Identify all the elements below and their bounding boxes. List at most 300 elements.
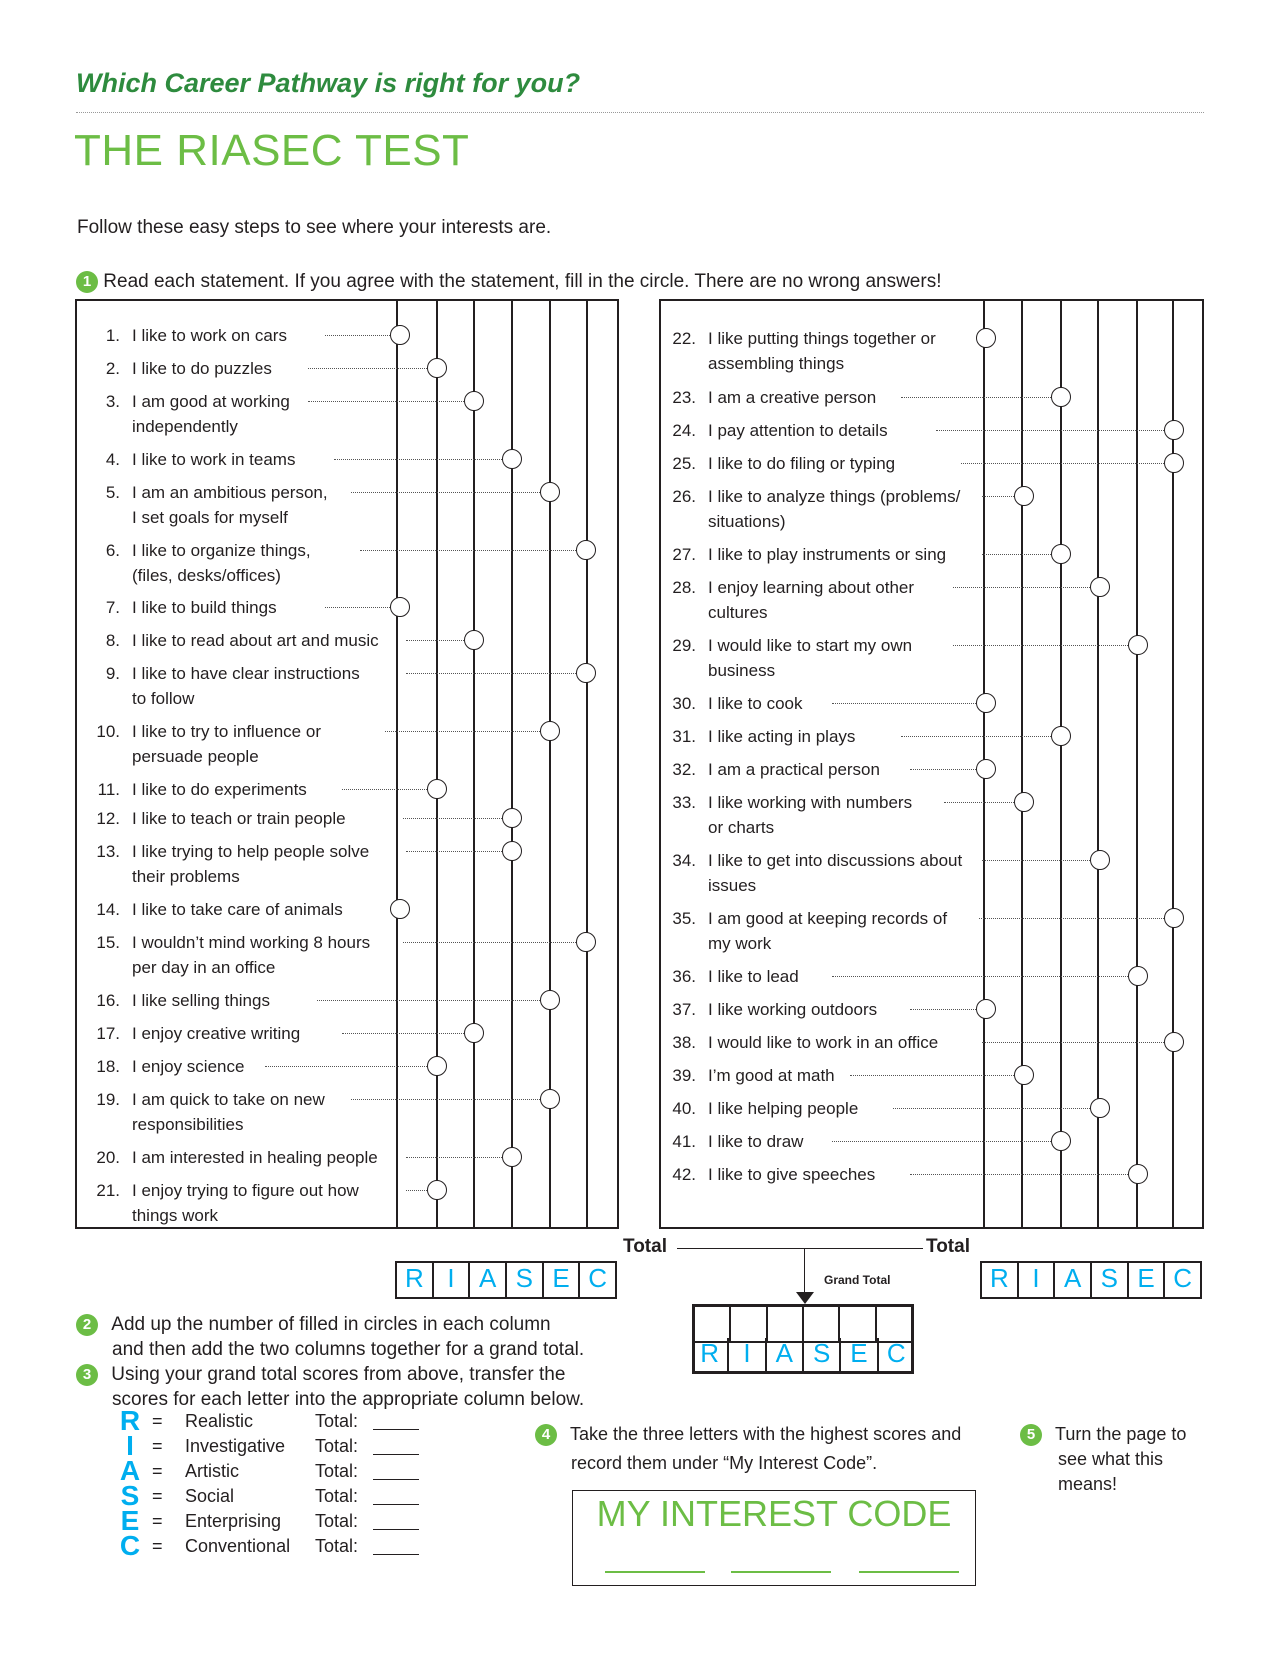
question-number: 28. <box>672 578 696 597</box>
step-4-text-line-2: record them under “My Interest Code”. <box>571 1453 878 1473</box>
answer-circle[interactable] <box>976 328 996 348</box>
leader-line <box>308 368 427 369</box>
question-number: 10. <box>96 722 120 741</box>
question-text: I like putting things together or <box>708 329 936 348</box>
question-number: 8. <box>105 631 120 650</box>
question-text: I like to build things <box>132 598 277 617</box>
answer-circle[interactable] <box>1014 792 1034 812</box>
leader-line <box>351 492 540 493</box>
answer-circle[interactable] <box>390 325 410 345</box>
question-row <box>662 326 972 376</box>
grand-total-cell[interactable] <box>802 1307 838 1341</box>
leader-line <box>901 397 1051 398</box>
question-text-line-2: (files, desks/offices) <box>132 566 281 585</box>
answer-circle[interactable] <box>540 1089 560 1109</box>
question-text: I like to do puzzles <box>132 359 272 378</box>
question-text: I like to try to influence or <box>132 722 321 741</box>
leader-line <box>406 1190 427 1191</box>
question-number: 21. <box>96 1181 120 1200</box>
leader-line <box>910 1174 1128 1175</box>
leader-line <box>936 430 1164 431</box>
leader-line <box>403 942 576 943</box>
answer-circle[interactable] <box>1090 1098 1110 1118</box>
leader-line <box>360 550 576 551</box>
legend-equals: = <box>152 1486 163 1506</box>
step-2 <box>76 1312 584 1362</box>
question-text: I’m good at math <box>708 1066 835 1085</box>
leader-line <box>832 1141 1051 1142</box>
page-title: THE RIASEC TEST <box>74 126 470 175</box>
leader-line <box>953 645 1128 646</box>
question-number: 14. <box>96 900 120 919</box>
step-5-text-line-3: means! <box>1058 1474 1118 1494</box>
answer-circle[interactable] <box>976 999 996 1019</box>
question-number: 26. <box>672 487 696 506</box>
legend-letter: C <box>119 1530 141 1561</box>
column-divider <box>436 300 438 1228</box>
question-text: I like to take care of animals <box>132 900 343 919</box>
grand-total-label: Grand Total <box>824 1273 891 1287</box>
intro-text: Follow these easy steps to see where your interests are. <box>77 217 552 238</box>
question-number: 22. <box>672 329 696 348</box>
question-text: I wouldn’t mind working 8 hours <box>132 933 371 952</box>
question-text: I like to get into discussions about <box>708 851 963 870</box>
question-text: I like to give speeches <box>708 1165 876 1184</box>
question-text-line-2: situations) <box>708 512 786 531</box>
legend-name: Artistic <box>185 1461 239 1481</box>
question-text: I would like to start my own <box>708 636 913 655</box>
leader-line <box>982 554 1051 555</box>
column-divider <box>1097 300 1099 1228</box>
question-row <box>86 538 386 588</box>
question-text: I like to organize things, <box>132 541 311 560</box>
question-number: 42. <box>672 1165 696 1184</box>
question-text-line-2: business <box>708 661 776 680</box>
question-row <box>86 389 386 439</box>
answer-circle[interactable] <box>576 663 596 683</box>
grand-total-letters <box>692 1338 914 1374</box>
leader-line <box>317 1000 540 1001</box>
grand-total-cell[interactable] <box>838 1307 874 1341</box>
legend-name: Realistic <box>185 1411 254 1431</box>
question-text: I like to work in teams <box>132 450 296 469</box>
legend-total-label: Total: <box>315 1411 359 1431</box>
question-row <box>662 633 972 683</box>
right-column-letters <box>980 1261 1202 1299</box>
question-text: I like selling things <box>132 991 270 1010</box>
question-text: I like to read about art and music <box>132 631 379 650</box>
leader-line <box>953 587 1090 588</box>
leader-line <box>351 1099 540 1100</box>
legend-total-blank[interactable] <box>373 1429 419 1430</box>
leader-line <box>406 640 464 641</box>
question-text: I like to do experiments <box>132 780 307 799</box>
column-divider <box>586 300 588 1228</box>
legend-total-label: Total: <box>315 1486 359 1506</box>
step-3 <box>76 1362 584 1412</box>
column-letter-r: R <box>700 1338 720 1368</box>
column-letter-r: R <box>989 1263 1009 1293</box>
legend-total-blank[interactable] <box>373 1529 419 1530</box>
question-text-line-2: assembling things <box>708 354 845 373</box>
total-connector-line <box>677 1248 923 1249</box>
question-number: 24. <box>672 421 696 440</box>
question-number: 5. <box>105 483 120 502</box>
answer-circle[interactable] <box>1090 850 1110 870</box>
question-number: 18. <box>96 1057 120 1076</box>
column-letter-e: E <box>542 1263 579 1297</box>
question-text-line-2: persuade people <box>132 747 259 766</box>
step-3-text-line-2: scores for each letter into the appropriate column below. <box>112 1389 585 1410</box>
grand-total-cell[interactable] <box>766 1307 802 1341</box>
legend-name: Social <box>185 1486 235 1506</box>
question-text: I like to analyze things (problems/ <box>708 487 961 506</box>
grand-total-arrow-line <box>804 1248 805 1294</box>
leader-line <box>982 1042 1164 1043</box>
leader-line <box>893 1108 1090 1109</box>
column-letter-a: A <box>1053 1263 1090 1297</box>
answer-circle[interactable] <box>464 1023 484 1043</box>
answer-circle[interactable] <box>502 1147 522 1167</box>
answer-circle[interactable] <box>976 759 996 779</box>
question-row <box>86 930 386 980</box>
question-text: I like to draw <box>708 1132 804 1151</box>
answer-circle[interactable] <box>540 482 560 502</box>
step-1-number: 1 <box>76 271 98 293</box>
question-row <box>662 906 972 956</box>
interest-code-box <box>572 1490 976 1586</box>
question-number: 7. <box>105 598 120 617</box>
question-row <box>86 839 386 889</box>
question-row <box>662 790 972 840</box>
answer-circle[interactable] <box>1051 387 1071 407</box>
leader-line <box>901 736 1051 737</box>
right-total-label: Total <box>926 1236 970 1257</box>
leader-line <box>982 496 1014 497</box>
answer-circle[interactable] <box>427 779 447 799</box>
leader-line <box>385 731 540 732</box>
question-row <box>86 1087 386 1137</box>
interest-code-blank-1[interactable] <box>605 1571 705 1573</box>
step-2-number: 2 <box>76 1314 98 1336</box>
column-letter-i: I <box>432 1263 469 1297</box>
question-number: 31. <box>672 727 696 746</box>
interest-code-title: MY INTEREST CODE <box>596 1493 952 1534</box>
leader-line <box>850 1075 1014 1076</box>
question-number: 1. <box>105 326 120 345</box>
leader-line <box>832 976 1128 977</box>
column-letter-i: I <box>727 1338 764 1374</box>
question-number: 12. <box>96 809 120 828</box>
legend-equals: = <box>152 1511 163 1531</box>
question-text-line-2: issues <box>708 876 757 895</box>
legend-letter: A <box>119 1455 141 1486</box>
question-number: 40. <box>672 1099 696 1118</box>
answer-circle[interactable] <box>1164 1032 1184 1052</box>
question-row <box>86 719 386 769</box>
question-text: I am a creative person <box>708 388 877 407</box>
leader-line <box>265 1066 427 1067</box>
left-column-letters <box>395 1261 617 1299</box>
question-text-line-2: my work <box>708 934 772 953</box>
question-row <box>86 661 386 711</box>
question-text: I am a practical person <box>708 760 880 779</box>
step-4-number: 4 <box>535 1424 557 1446</box>
leader-line <box>406 851 502 852</box>
question-text-line-2: independently <box>132 417 238 436</box>
legend-total-blank[interactable] <box>373 1479 419 1480</box>
question-text-line-2: I set goals for myself <box>132 508 288 527</box>
question-text: I am interested in healing people <box>132 1148 378 1167</box>
question-text: I like to do filing or typing <box>708 454 896 473</box>
question-number: 37. <box>672 1000 696 1019</box>
legend-total-label: Total: <box>315 1461 359 1481</box>
answer-circle[interactable] <box>1128 1164 1148 1184</box>
question-text: I am good at keeping records of <box>708 909 948 928</box>
question-number: 41. <box>672 1132 696 1151</box>
header-divider <box>76 112 1204 113</box>
step-1 <box>76 271 941 293</box>
question-text: I enjoy trying to figure out how <box>132 1181 359 1200</box>
answer-circle[interactable] <box>390 899 410 919</box>
answer-circle[interactable] <box>502 841 522 861</box>
grand-total-cell[interactable] <box>729 1307 765 1341</box>
step-5-text-line-2: see what this <box>1058 1449 1164 1469</box>
question-row <box>86 480 386 530</box>
column-letter-c: C <box>877 1338 914 1374</box>
leader-line <box>979 918 1164 919</box>
question-text-line-2: or charts <box>708 818 775 837</box>
answer-circle[interactable] <box>502 808 522 828</box>
answer-circle[interactable] <box>1014 1065 1034 1085</box>
interest-code-blank-2[interactable] <box>731 1571 831 1573</box>
legend-equals: = <box>152 1461 163 1481</box>
question-number: 36. <box>672 967 696 986</box>
answer-circle[interactable] <box>427 358 447 378</box>
step-2-text-line-2: and then add the two columns together for a grand total. <box>112 1339 585 1360</box>
leader-line <box>334 459 502 460</box>
legend-equals: = <box>152 1411 163 1431</box>
question-number: 17. <box>96 1024 120 1043</box>
grand-total-cell[interactable] <box>695 1307 729 1341</box>
answer-circle[interactable] <box>1090 577 1110 597</box>
question-number: 35. <box>672 909 696 928</box>
question-row <box>662 484 972 534</box>
leader-line <box>406 673 576 674</box>
interest-code-blank-3[interactable] <box>859 1571 959 1573</box>
answer-circle[interactable] <box>976 693 996 713</box>
question-text: I like to have clear instructions <box>132 664 360 683</box>
question-text: I like to cook <box>708 694 803 713</box>
step-4-text-line-1: Take the three letters with the highest scores and <box>570 1424 962 1444</box>
grand-total-arrow-icon <box>796 1292 814 1304</box>
step-5-text-line-1: Turn the page to <box>1055 1424 1187 1444</box>
leader-line <box>308 401 464 402</box>
left-total-label: Total <box>623 1236 667 1257</box>
question-number: 27. <box>672 545 696 564</box>
page-subtitle: Which Career Pathway is right for you? <box>76 68 581 98</box>
question-text-line-2: responsibilities <box>132 1115 244 1134</box>
column-divider <box>396 300 398 1228</box>
legend-equals: = <box>152 1436 163 1456</box>
question-number: 39. <box>672 1066 696 1085</box>
legend-name: Enterprising <box>185 1511 282 1531</box>
question-text-line-2: cultures <box>708 603 768 622</box>
leader-line <box>961 463 1164 464</box>
question-number: 9. <box>105 664 120 683</box>
column-letter-i: I <box>1017 1263 1054 1297</box>
legend-equals: = <box>152 1536 163 1556</box>
question-text-line-2: their problems <box>132 867 240 886</box>
question-text: I am an ambitious person, <box>132 483 328 502</box>
leader-line <box>406 1157 502 1158</box>
leader-line <box>325 335 390 336</box>
answer-circle[interactable] <box>1051 544 1071 564</box>
step-2-text-line-1: Add up the number of filled in circles in each column <box>111 1314 551 1335</box>
question-number: 19. <box>96 1090 120 1109</box>
question-text-line-2: per day in an office <box>132 958 276 977</box>
leader-line <box>342 789 427 790</box>
leader-line <box>832 703 976 704</box>
column-letter-r: R <box>404 1263 424 1293</box>
answer-circle[interactable] <box>427 1056 447 1076</box>
question-number: 38. <box>672 1033 696 1052</box>
column-letter-e: E <box>839 1338 876 1374</box>
question-row <box>662 575 972 625</box>
question-number: 29. <box>672 636 696 655</box>
question-text: I like trying to help people solve <box>132 842 370 861</box>
question-row <box>662 848 972 898</box>
answer-circle[interactable] <box>427 1180 447 1200</box>
question-number: 2. <box>105 359 120 378</box>
column-letter-s: S <box>1090 1263 1127 1297</box>
answer-circle[interactable] <box>540 990 560 1010</box>
answer-circle[interactable] <box>540 721 560 741</box>
question-text: I enjoy science <box>132 1057 245 1076</box>
legend-letter: S <box>120 1480 140 1511</box>
leader-line <box>982 860 1090 861</box>
question-text: I like working outdoors <box>708 1000 878 1019</box>
question-text-line-2: to follow <box>132 689 195 708</box>
column-divider <box>1136 300 1138 1228</box>
leader-line <box>342 1033 464 1034</box>
question-row <box>662 1162 972 1212</box>
column-divider <box>1060 300 1062 1228</box>
question-number: 11. <box>97 780 120 799</box>
answer-circle[interactable] <box>390 597 410 617</box>
legend-total-label: Total: <box>315 1511 359 1531</box>
legend-letter: I <box>126 1430 134 1461</box>
question-number: 4. <box>105 450 120 469</box>
answer-circle[interactable] <box>576 540 596 560</box>
question-number: 23. <box>672 388 696 407</box>
answer-circle[interactable] <box>576 932 596 952</box>
leader-line <box>325 607 390 608</box>
question-number: 30. <box>672 694 696 713</box>
answer-circle[interactable] <box>502 449 522 469</box>
step-5 <box>1020 1422 1186 1497</box>
question-number: 34. <box>672 851 696 870</box>
question-number: 16. <box>96 991 120 1010</box>
question-text-line-2: things work <box>132 1206 218 1225</box>
question-text: I like to teach or train people <box>132 809 346 828</box>
answer-circle[interactable] <box>464 391 484 411</box>
question-row <box>86 1178 386 1228</box>
step-5-number: 5 <box>1020 1424 1042 1446</box>
question-text: I enjoy learning about other <box>708 578 915 597</box>
step-1-text: Read each statement. If you agree with the statement, fill in the circle. There are no wrong answers! <box>103 271 942 293</box>
answer-circle[interactable] <box>1128 635 1148 655</box>
question-number: 15. <box>96 933 120 952</box>
legend-letter: R <box>119 1405 141 1436</box>
answer-circle[interactable] <box>1014 486 1034 506</box>
column-divider <box>473 300 475 1228</box>
question-number: 3. <box>105 392 120 411</box>
legend-total-blank[interactable] <box>373 1504 419 1505</box>
question-text: I like working with numbers <box>708 793 913 812</box>
column-divider <box>511 300 513 1228</box>
question-text: I like acting in plays <box>708 727 856 746</box>
column-letter-s: S <box>505 1263 542 1297</box>
step-4 <box>535 1420 961 1478</box>
legend-total-label: Total: <box>315 1536 359 1556</box>
legend-total-label: Total: <box>315 1436 359 1456</box>
step-3-text-line-1: Using your grand total scores from above, transfer the <box>111 1364 566 1385</box>
column-letter-c: C <box>1163 1263 1200 1297</box>
question-text: I would like to work in an office <box>708 1033 939 1052</box>
column-divider <box>1021 300 1023 1228</box>
answer-circle[interactable] <box>1164 908 1184 928</box>
question-text: I pay attention to details <box>708 421 888 440</box>
question-number: 25. <box>672 454 696 473</box>
leader-line <box>403 818 502 819</box>
legend-name: Investigative <box>185 1436 286 1456</box>
question-text: I am quick to take on new <box>132 1090 325 1109</box>
answer-circle[interactable] <box>1164 420 1184 440</box>
answer-circle[interactable] <box>464 630 484 650</box>
legend-total-blank[interactable] <box>373 1554 419 1555</box>
question-number: 6. <box>105 541 120 560</box>
question-number: 33. <box>672 793 696 812</box>
column-letter-a: A <box>468 1263 505 1297</box>
question-text: I like helping people <box>708 1099 859 1118</box>
question-text: I like to work on cars <box>132 326 287 345</box>
column-letter-e: E <box>1127 1263 1164 1297</box>
question-text: I am good at working <box>132 392 290 411</box>
column-letter-a: A <box>765 1338 802 1374</box>
column-letter-s: S <box>802 1338 839 1374</box>
leader-line <box>910 1009 976 1010</box>
answer-circle[interactable] <box>1164 453 1184 473</box>
legend-total-blank[interactable] <box>373 1454 419 1455</box>
legend-name: Conventional <box>185 1536 291 1556</box>
grand-total-cell[interactable] <box>875 1307 911 1341</box>
question-text: I enjoy creative writing <box>132 1024 301 1043</box>
leader-line <box>944 802 1014 803</box>
question-number: 20. <box>96 1148 120 1167</box>
question-number: 32. <box>672 760 696 779</box>
question-number: 13. <box>96 842 120 861</box>
legend-letter: E <box>120 1505 140 1536</box>
column-letter-c: C <box>578 1263 615 1297</box>
question-text: I like to play instruments or sing <box>708 545 947 564</box>
answer-circle[interactable] <box>1051 726 1071 746</box>
answer-circle[interactable] <box>1051 1131 1071 1151</box>
answer-circle[interactable] <box>1128 966 1148 986</box>
leader-line <box>910 769 976 770</box>
step-3-number: 3 <box>76 1364 98 1386</box>
question-text: I like to lead <box>708 967 799 986</box>
